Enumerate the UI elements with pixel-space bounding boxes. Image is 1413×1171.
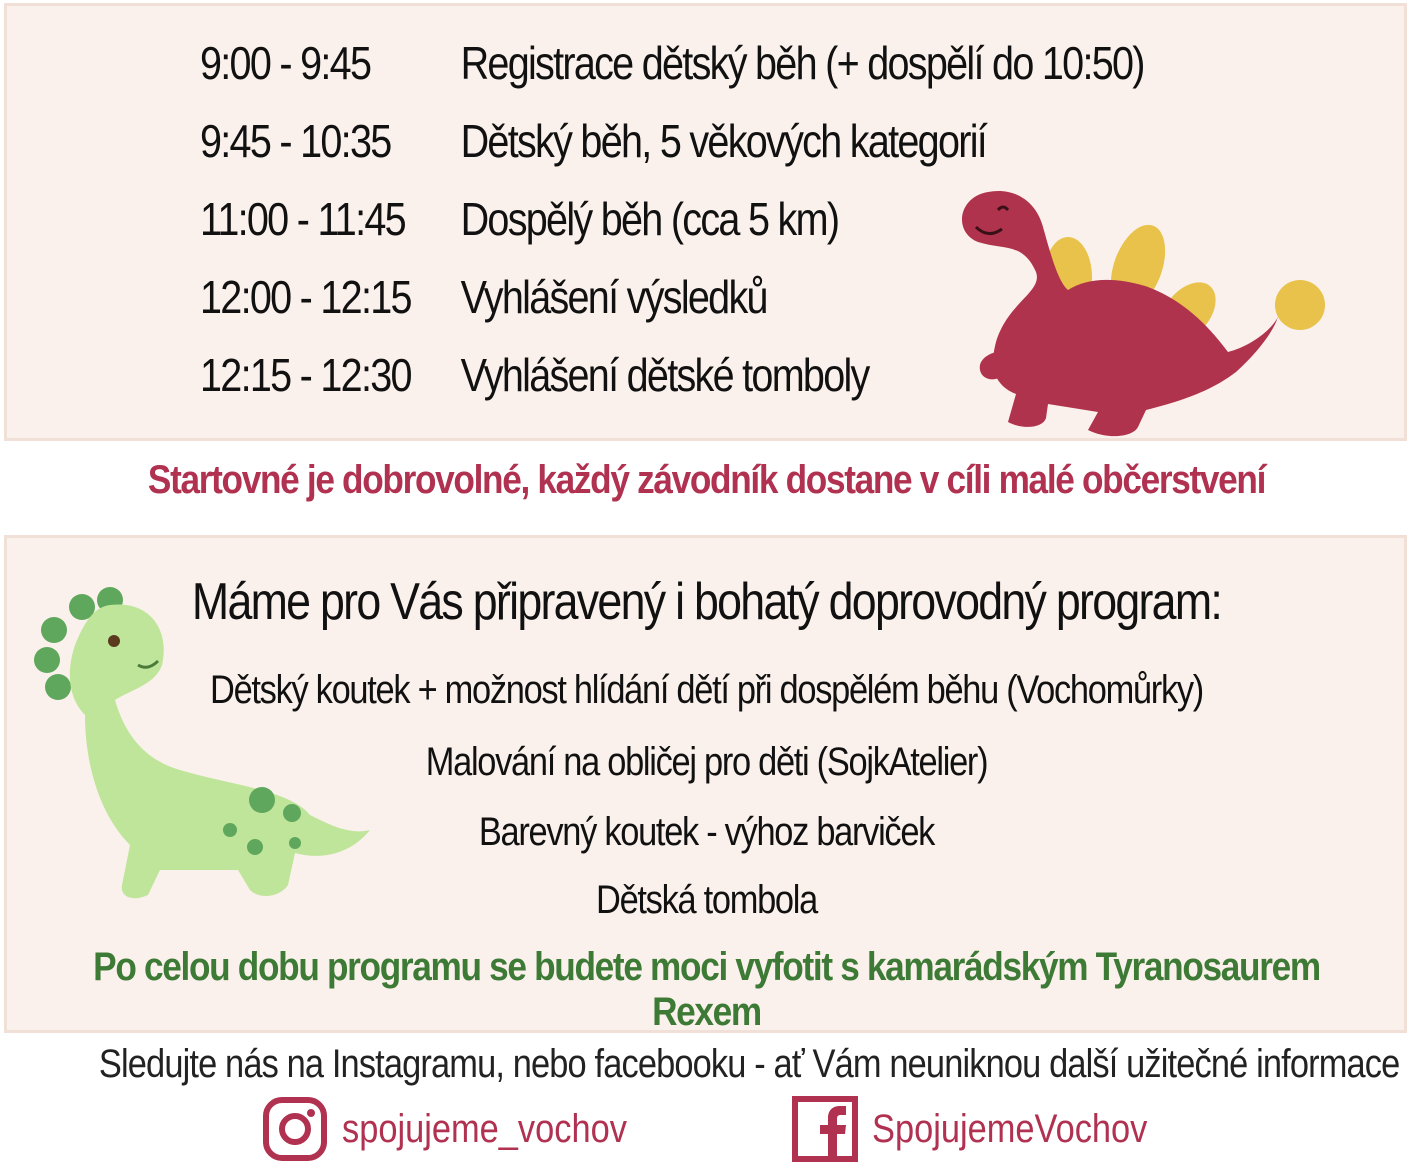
schedule-time: 12:00 - 12:15 xyxy=(200,271,411,323)
instagram-icon xyxy=(262,1096,328,1162)
schedule-time: 9:45 - 10:35 xyxy=(200,115,391,167)
instagram-handle[interactable]: spojujeme_vochov xyxy=(342,1106,627,1151)
entry-fee-note: Startovné je dobrovolné, každý závodník dostane v cíli malé občerstvení xyxy=(147,458,1266,502)
facebook-link[interactable] xyxy=(792,1095,1192,1163)
program-item: Dětská tombola xyxy=(596,878,817,922)
schedule-time: 12:15 - 12:30 xyxy=(200,349,411,401)
schedule-row xyxy=(200,262,767,332)
dino-spike xyxy=(45,674,71,700)
schedule-row xyxy=(200,106,986,176)
program-item: Malování na obličej pro děti (SojkAtelier) xyxy=(425,740,988,784)
program-item: Barevný koutek - výhoz barviček xyxy=(478,810,935,854)
schedule-row xyxy=(200,28,1144,98)
facebook-icon xyxy=(792,1096,858,1162)
schedule-row xyxy=(200,184,838,254)
dino-tail-tip xyxy=(1275,280,1325,330)
facebook-handle[interactable]: SpojujemeVochov xyxy=(872,1106,1148,1151)
program-title: Máme pro Vás připravený i bohatý doprovodný program: xyxy=(191,573,1222,631)
schedule-event: Vyhlášení výsledků xyxy=(460,271,767,323)
dino-eye xyxy=(108,635,120,647)
schedule-event: Dospělý běh (cca 5 km) xyxy=(460,193,839,245)
dino-body xyxy=(962,191,1278,436)
dino-spike xyxy=(41,617,67,643)
instagram-link[interactable] xyxy=(262,1095,673,1163)
schedule-event: Vyhlášení dětské tomboly xyxy=(460,349,869,401)
schedule-time: 9:00 - 9:45 xyxy=(200,37,371,89)
schedule-row xyxy=(200,340,869,410)
follow-us-text: Sledujte nás na Instagramu, nebo facebooku - ať Vám neuniknou další užitečné informace xyxy=(98,1042,1400,1086)
program-item: Dětský koutek + možnost hlídání dětí při dospělém běhu (Vochomůrky) xyxy=(210,668,1203,712)
trex-photo-note: Po celou dobu programu se budete moci vyfotit s kamarádským Tyranosaurem Rexem xyxy=(93,945,1320,1034)
dino-spike xyxy=(34,647,60,673)
schedule-time: 11:00 - 11:45 xyxy=(200,193,405,245)
schedule-event: Dětský běh, 5 věkových kategorií xyxy=(460,115,987,167)
red-dinosaur-illustration xyxy=(948,172,1338,442)
schedule-event: Registrace dětský běh (+ dospělí do 10:50) xyxy=(460,37,1144,89)
